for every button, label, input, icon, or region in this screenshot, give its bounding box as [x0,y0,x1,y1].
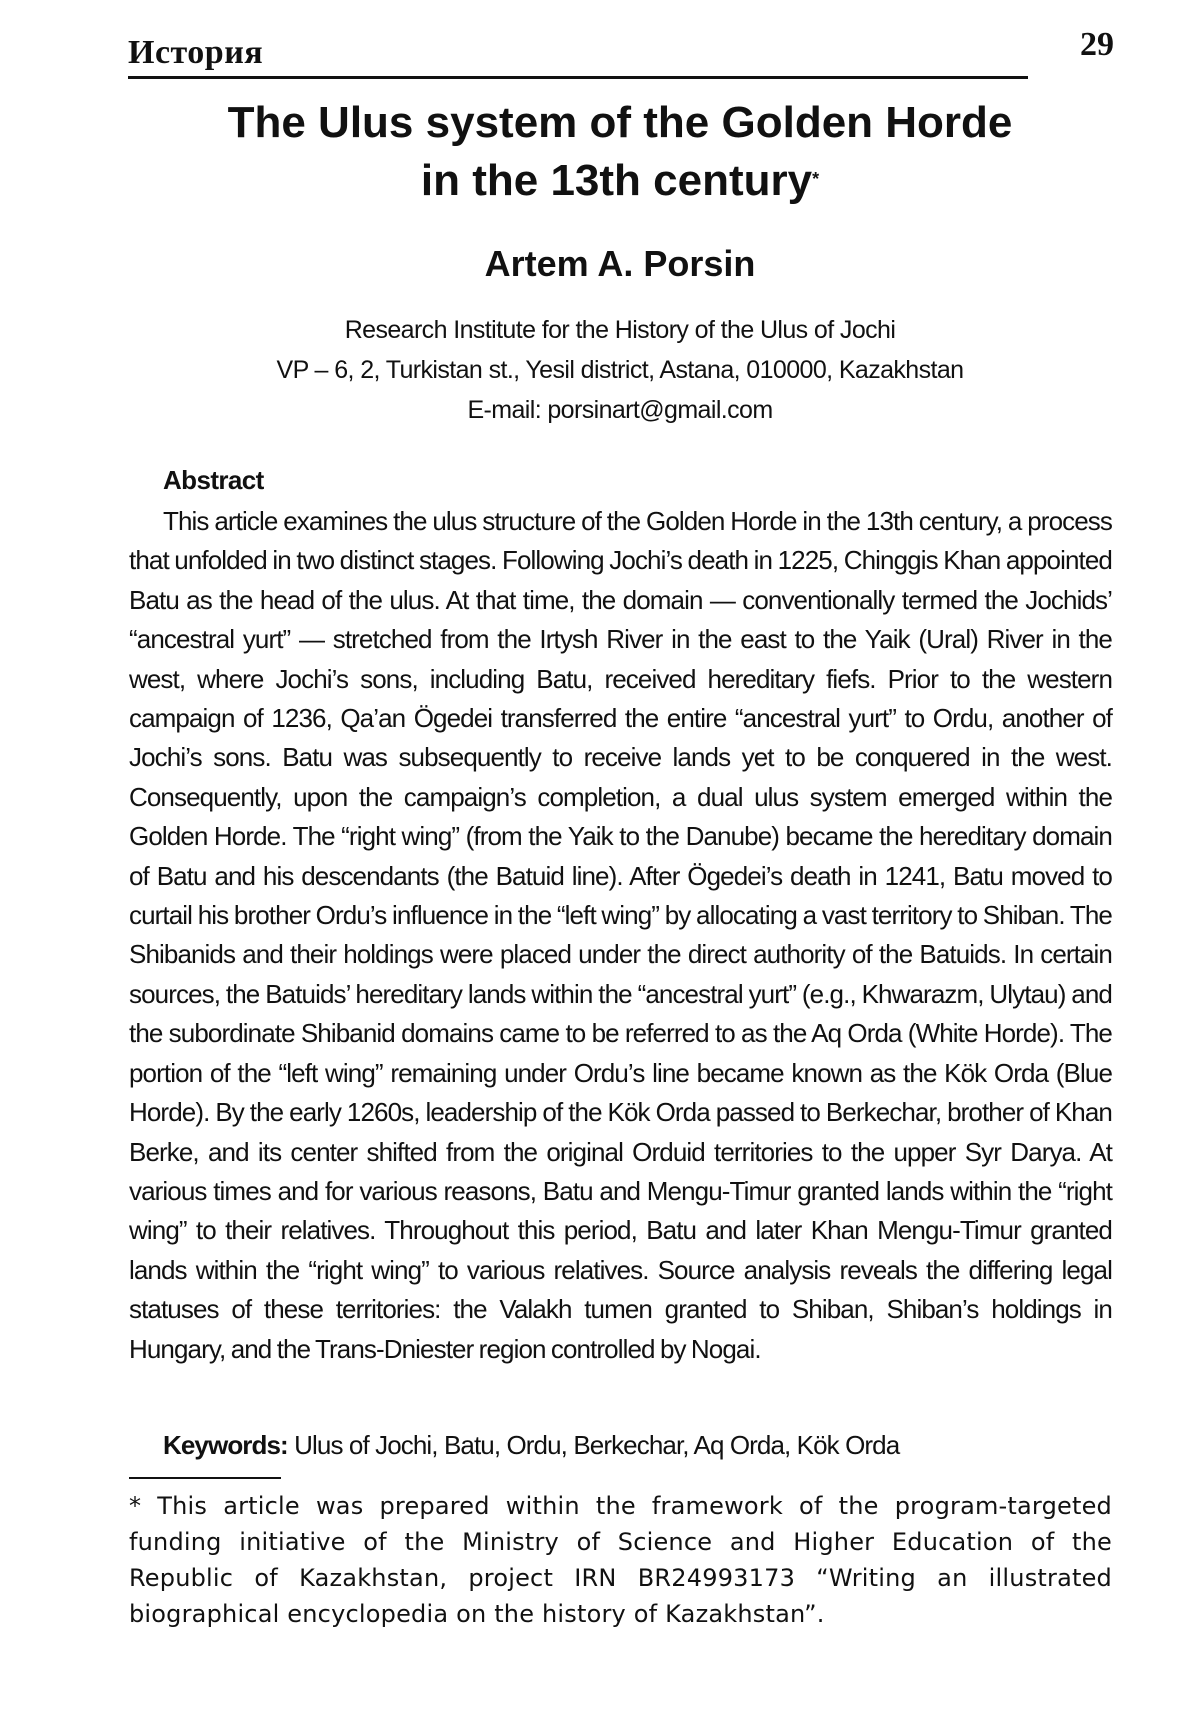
footnote-text: * This article was prepared within the framework of the program-targeted funding initiative of the Ministry of Science and Higher Education of the Republic of Kazakhstan, project IRN BR24993173 “Writing an illustrated biographical encyclopedia on the history of Kazakhstan”. [129,1492,1112,1628]
running-header [128,26,1114,80]
keywords [163,1427,899,1463]
page-number: 29 [1080,26,1114,63]
abstract-text: This article examines the ulus structure of the Golden Horde in the 13th century, a process that unfolded in two distinct stages. Following Jochi’s death in 1225, Chinggis Khan appointed Batu as the head of the ulus. At that time, the domain — conventionally termed the Jochids’ “ancestral yurt” — stretched from the Irtysh River in the east to the Yaik (Ural) River in the west, where Jochi’s sons, including Batu, received hereditary fiefs. Prior to the western campaign of 1236, Qa’an Ögedei transferred the entire “ancestral yurt” to Ordu, another of Jochi’s sons. Batu was subsequently to receive lands yet to be conquered in the west. Consequently, upon the campaign’s completion, a dual ulus system emerged within the Golden Horde. The “right wing” (from the Yaik to the Danube) became the hereditary domain of Batu and his descendants (the Batuid line). After Ögedei’s death in 1241, Batu moved to curtail his brother Ordu’s influence in the “left wing” by allocating a vast territory to Shiban. The Shibanids and their holdings were placed under the direct authority of the Batuids. In certain sources, the Batuids’ hereditary lands within the “ancestral yurt” (e.g., Khwarazm, Ulytau) and the subordinate Shibanid domains came to be referred to as the Aq Orda (White Horde). The portion of the “left wing” remaining under Ordu’s line became known as the Kök Orda (Blue Horde). By the early 1260s, leadership of the Kök Orda passed to Berkechar, brother of Khan Berke, and its center shifted from the original Orduid territories to the upper Syr Darya. At various times and for various reasons, Batu and Mengu-Timur granted lands within the “right wing” to their relatives. Throughout this period, Batu and later Khan Mengu-Timur granted lands within the “right wing” to various relatives. Source analysis reveals the differing legal statuses of these territories: the Valakh tumen granted to Shiban, Shiban’s holdings in Hungary, and the Trans-Dniester region controlled by Nogai. [129,506,1112,1364]
title-footnote-marker: * [812,169,820,189]
author-name: Artem A. Porsin [484,243,756,284]
affiliation [100,310,1140,430]
title-line-2: in the 13th century [420,156,813,205]
affiliation-email: E-mail: porsinart@gmail.com [467,396,773,424]
section-name: История [128,34,264,71]
footnote-rule [129,1477,281,1479]
article-title [100,94,1140,210]
affiliation-address: VP – 6, 2, Turkistan st., Yesil district, Astana, 010000, Kazakhstan [276,356,964,384]
affiliation-institute: Research Institute for the History of the Ulus of Jochi [344,316,896,344]
keywords-label: Keywords: [163,1430,288,1460]
title-line-1: The Ulus system of the Golden Horde [227,98,1013,147]
keywords-list: Ulus of Jochi, Batu, Ordu, Berkechar, Aq Orda, Kök Orda [287,1430,900,1460]
abstract-heading: Abstract [163,465,264,495]
header-rule [128,76,1028,79]
